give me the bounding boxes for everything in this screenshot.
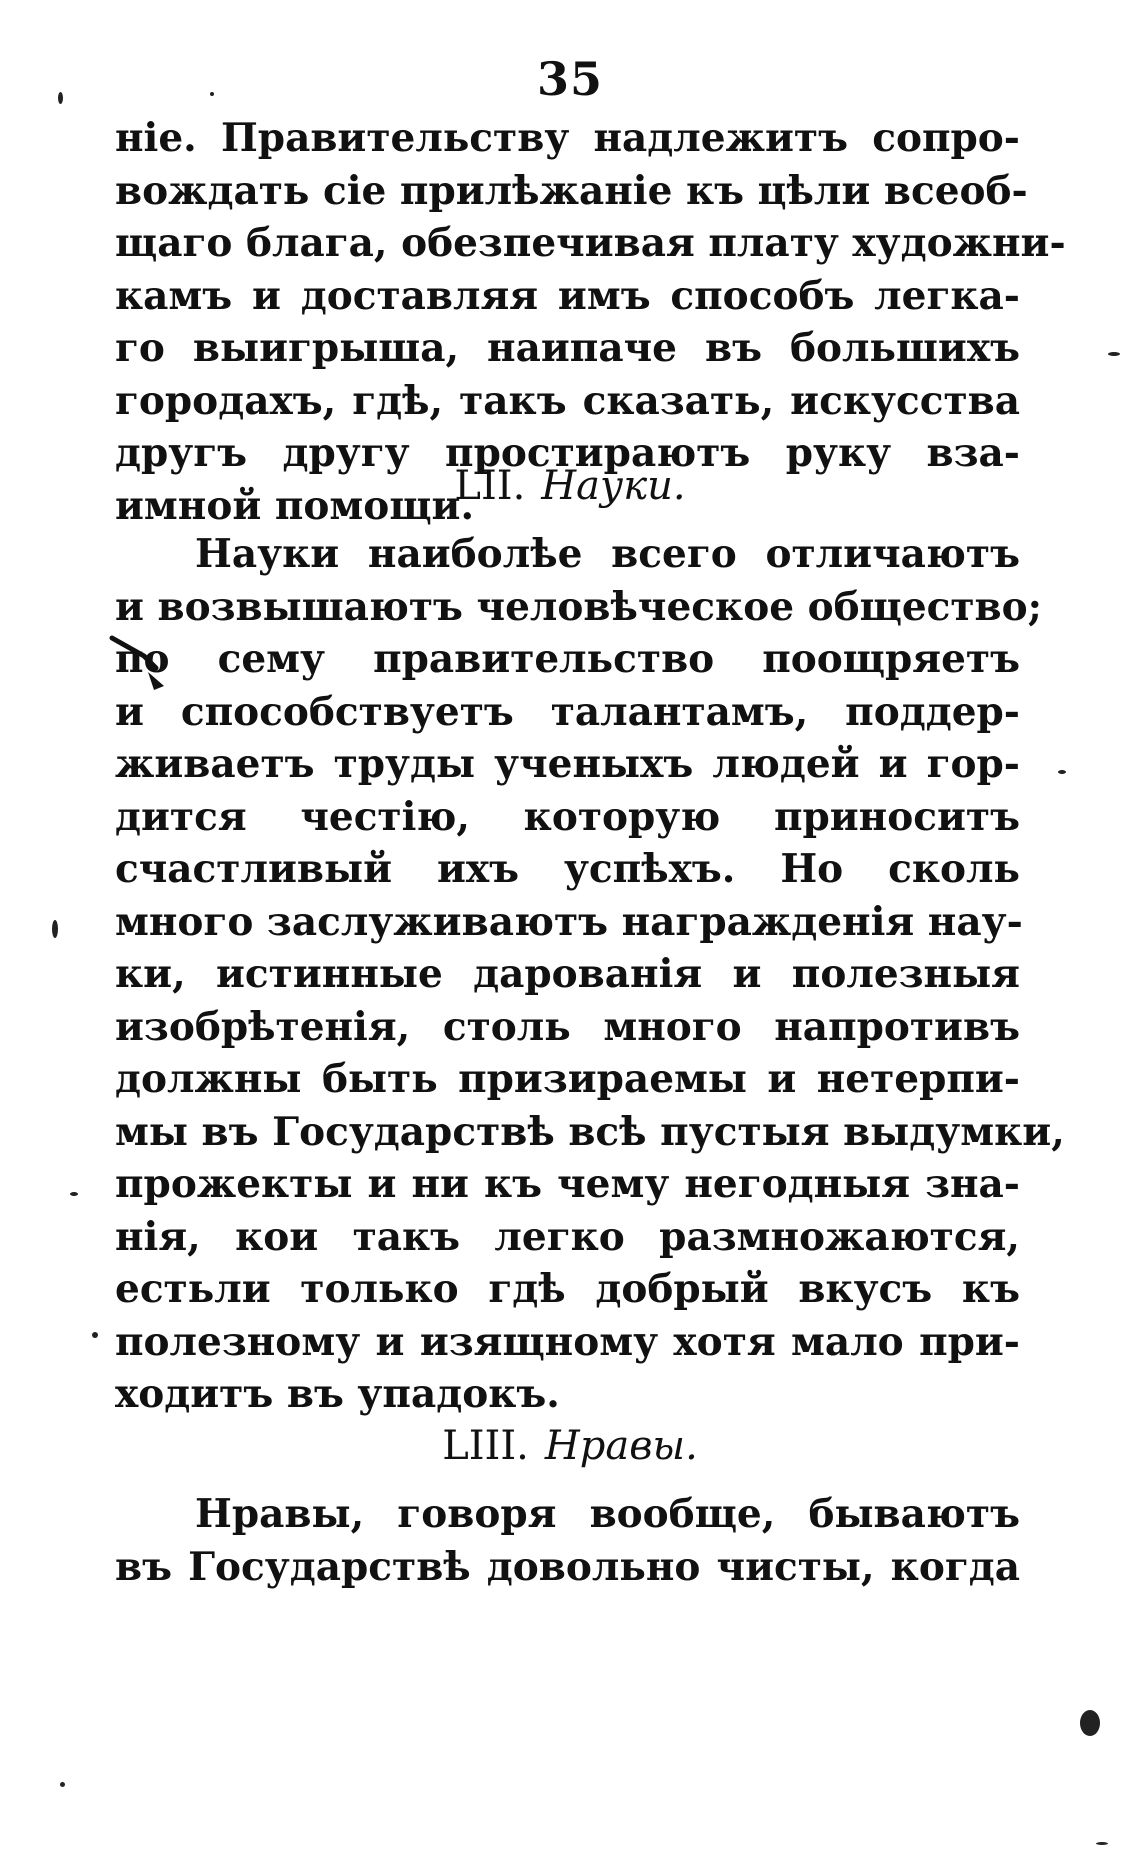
ink-speck: [1096, 1842, 1108, 1845]
text-line: ки, истинные дарованія и полезныя: [115, 951, 1020, 997]
text-line: живаетъ труды ученыхъ людей и гор-: [115, 741, 1020, 787]
section-heading-sciences: [0, 462, 1140, 509]
text-line: много заслуживаютъ награжденія нау-: [115, 898, 1023, 945]
text-line: въ Государствѣ довольно чисты, когда: [115, 1543, 1020, 1590]
text-line: нія, кои такъ легко размножаются,: [115, 1213, 1020, 1260]
section-heading-morals: [0, 1422, 1140, 1469]
text-line: другъ другу простираютъ руку вза-: [115, 430, 1020, 476]
ink-speck: [58, 92, 63, 104]
ink-speck: [1108, 352, 1120, 356]
text-line: дится честію, которую приноситъ: [115, 793, 1020, 840]
text-line: го выигрыша, наипаче въ большихъ: [115, 325, 1020, 371]
ink-speck: [92, 1332, 98, 1338]
text-line: должны быть призираемы и нетерпи-: [115, 1056, 1020, 1102]
text-line: ходитъ въ упадокъ.: [115, 1371, 560, 1417]
ink-speck: [52, 920, 58, 938]
text-line: вождать сіе прилѣжаніе къ цѣли всеоб-: [115, 167, 1028, 214]
text-line: прожекты и ни къ чему негодныя зна-: [115, 1161, 1020, 1207]
ink-speck: [210, 92, 214, 96]
text-line: счастливый ихъ успѣхъ. Но сколь: [115, 846, 1020, 892]
text-line: Нравы, говоря вообще, бываютъ: [195, 1491, 1020, 1537]
ink-speck: [1080, 1710, 1100, 1736]
section-title: Нравы.: [544, 1423, 698, 1469]
text-line: городахъ, гдѣ, такъ сказать, искусства: [115, 377, 1020, 424]
paragraph-morals: [115, 1488, 1020, 1593]
text-line: и способствуетъ талантамъ, поддер-: [115, 688, 1020, 735]
ink-speck: [70, 1192, 78, 1196]
text-line: по сему правительство поощряетъ: [115, 636, 1020, 682]
paragraph-sciences: [115, 528, 1065, 1421]
text-line: Науки наиболѣе всего отличаютъ: [195, 531, 1020, 577]
text-line: полезному и изящному хотя мало при-: [115, 1318, 1020, 1365]
ink-speck: [60, 1782, 65, 1787]
text-line: естьли только гдѣ добрый вкусъ къ: [115, 1266, 1020, 1312]
text-line: мы въ Государствѣ всѣ пустыя выдумки,: [115, 1108, 1065, 1155]
page-number: 35: [536, 52, 603, 106]
section-title: Науки.: [541, 463, 686, 509]
section-numeral: LII.: [454, 463, 526, 509]
text-line: щаго блага, обезпечивая плату художни-: [115, 220, 1066, 266]
text-line: имной помощи.: [115, 482, 475, 529]
section-numeral: LIII.: [442, 1423, 529, 1469]
text-line: и возвышаютъ человѣческое общество;: [115, 583, 1043, 630]
text-line: изобрѣтенія, столь много напротивъ: [115, 1003, 1020, 1050]
pen-mark-icon: [104, 628, 194, 718]
text-line: ніе. Правительству надлежитъ сопро-: [115, 115, 1020, 161]
text-line: камъ и доставляя имъ способъ легка-: [115, 272, 1020, 319]
ink-speck: [1058, 770, 1066, 774]
